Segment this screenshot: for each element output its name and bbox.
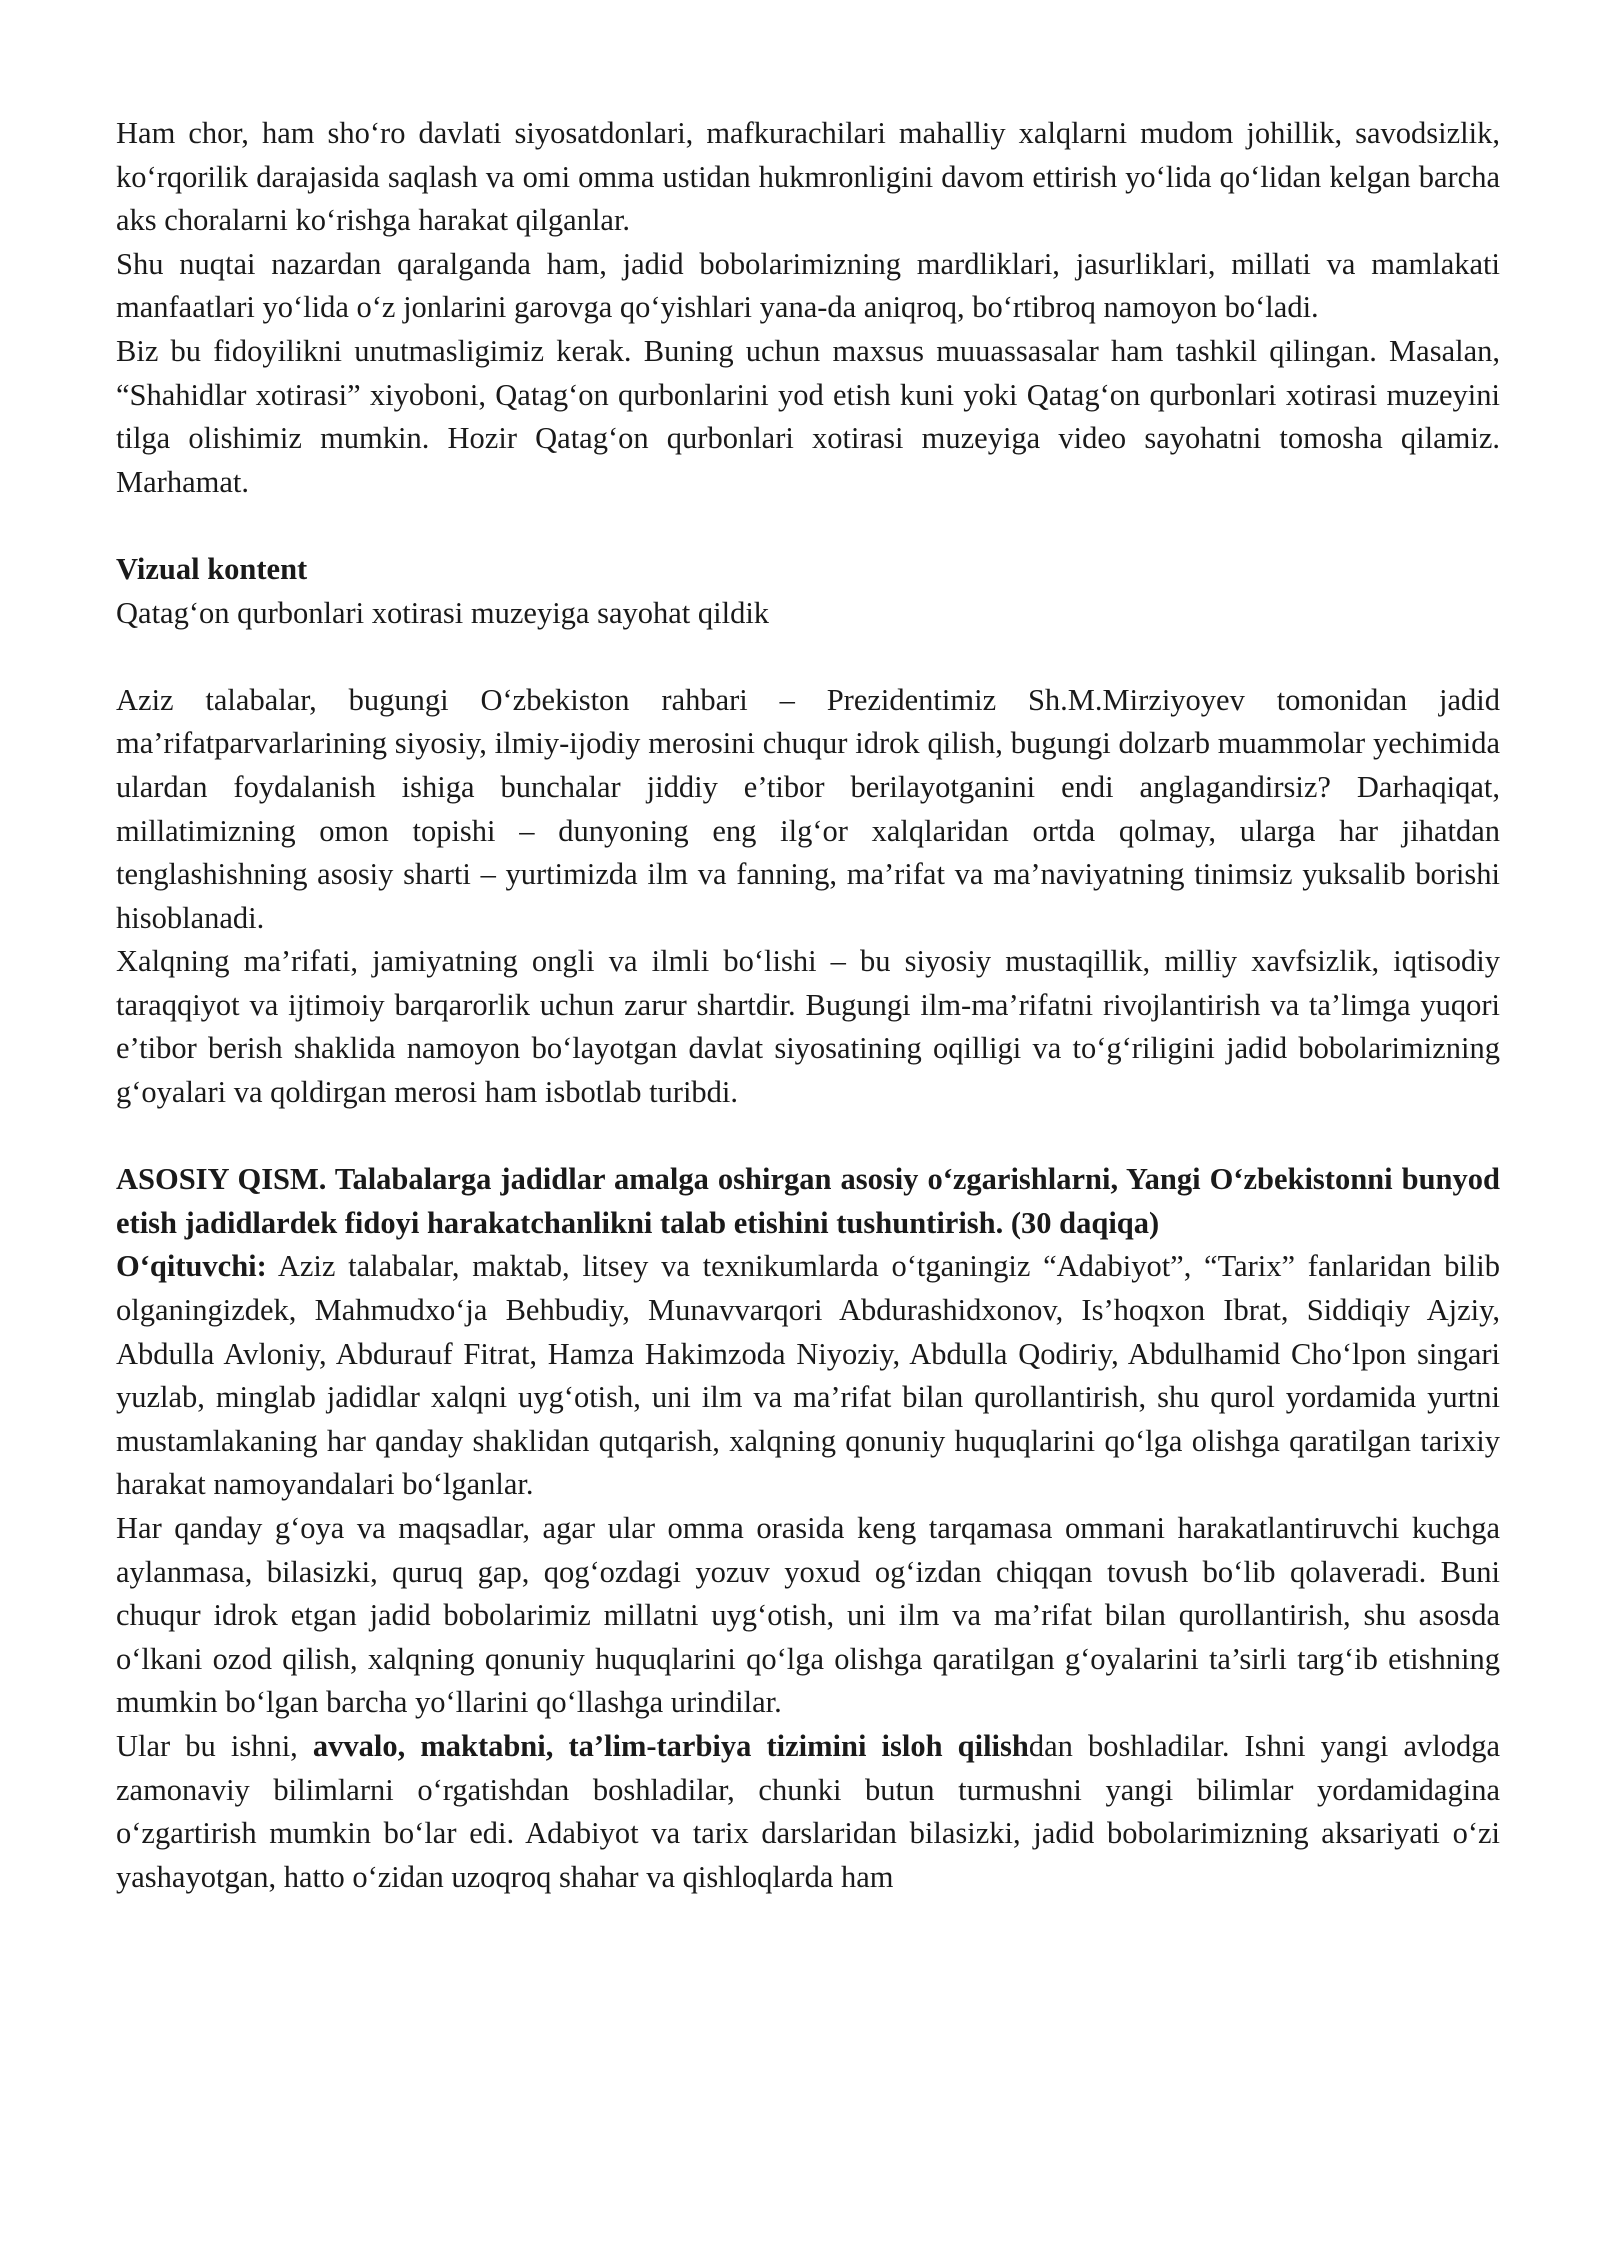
main-paragraph-3-start: Ular bu ishni, <box>116 1728 313 1763</box>
visual-content-caption: Qatag‘on qurbonlari xotirasi muzeyiga sayohat qildik <box>116 595 770 630</box>
main-paragraph-3 <box>116 1725 1500 1899</box>
intro-paragraph-2: Shu nuqtai nazardan qaralganda ham, jadid bobolarimizning mardliklari, jasurliklari, millati va mamlakati manfaatlari yo‘lida o‘z jonlarini garovga qo‘yishlari yana-da aniqroq, bo‘rtibroq namoyon bo‘ladi. <box>116 246 1500 325</box>
spacer <box>116 504 1500 548</box>
main-paragraph-3-end: dan boshladilar. Ishni yangi avlodga zamonaviy bilimlarni o‘rgatishdan boshladilar, chunki butun turmushni yangi bilimlar yordamidagina o‘zgartirish mumkin bo‘lar edi. Adabiyot va tarix darslaridan bilasizki, jadid bobolarimizning aksariyati o‘zi yashayotgan, hatto o‘zidan uzoqroq shahar va qishloqlarda ham <box>116 1728 1501 1894</box>
document-page <box>116 112 1500 1899</box>
visual-content-heading: Vizual kontent <box>116 551 308 586</box>
main-section-heading: ASOSIY QISM. Talabalarga jadidlar amalga oshirgan asosiy o‘zgarishlarni, Yangi O‘zbekistonni bunyod etish jadidlardek fidoyi harakatchanlikni talab etishini tushuntirish. (30 daqiqa) <box>116 1162 1500 1240</box>
main-paragraph-2: Har qanday g‘oya va maqsadlar, agar ular omma orasida keng tarqamasa ommani harakatlantiruvchi kuchga aylanmasa, bilasizki, quruq gap, qog‘ozdagi yozuv yoxud og‘izdan chiqqan tovush bo‘lib qolaveradi. Buni chuqur idrok etgan jadid bobolarimiz millatni uyg‘otish, uni ilm va ma’rifat bilan qurollantirish, shu asosda o‘lkani ozod qilish, xalqning qonuniy huquqlarini qo‘lga olishga qaratilgan g‘oyalarini ta’sirli targ‘ib etishning mumkin bo‘lgan barcha yo‘llarini qo‘llashga urindilar. <box>116 1511 1500 1720</box>
teacher-paragraph <box>116 1245 1500 1507</box>
spacer <box>116 1115 1500 1159</box>
spacer <box>116 635 1500 679</box>
address-paragraph-2: Xalqning ma’rifati, jamiyatning ongli va ilmli bo‘lishi – bu siyosiy mustaqillik, milliy xavfsizlik, iqtisodiy taraqqiyot va ijtimoiy barqarorlik uchun zarur shartdir. Bugungi ilm-ma’rifatni rivojlantirish va ta’limga yuqori e’tibor berish shaklida namoyon bo‘layotgan davlat siyosatining oqilligi va to‘g‘riligini jadid bobolarimizning g‘oyalari va qoldirgan merosi ham isbotlab turibdi. <box>116 944 1500 1110</box>
teacher-text: Aziz talabalar, maktab, litsey va texnikumlarda o‘tganingiz “Adabiyot”, “Tarix” fanlaridan bilib olganingizdek, Mahmudxo‘ja Behbudiy, Munavvarqori Abdurashidxonov, Is’hoqxon Ibrat, Siddiqiy Ajziy, Abdulla Avloniy, Abdurauf Fitrat, Hamza Hakimzoda Niyoziy, Abdulla Qodiriy, Abdulhamid Cho‘lpon singari yuzlab, minglab jadidlar xalqni uyg‘otish, uni ilm va ma’rifat bilan qurollantirish, shu qurol yordamida yurtni mustamlakaning har qanday shaklidan qutqarish, xalqning qonuniy huquqlarini qo‘lga olishga qaratilgan tarixiy harakat namoyandalari bo‘lganlar. <box>116 1249 1500 1502</box>
teacher-label: O‘qituvchi: <box>116 1249 267 1284</box>
intro-paragraph-3: Biz bu fidoyilikni unutmasligimiz kerak. Buning uchun maxsus muuassasalar ham tashkil qilingan. Masalan, “Shahidlar xotirasi” xiyoboni, Qatag‘on qurbonlarini yod etish kuni yoki Qatag‘on qurbonlari xotirasi muzeyini tilga olishimiz mumkin. Hozir Qatag‘on qurbonlari xotirasi muzeyiga video sayohatni tomosha qilamiz. Marhamat. <box>116 333 1500 499</box>
main-paragraph-3-emphasis: avvalo, maktabni, ta’lim-tarbiya tizimini isloh qilish <box>312 1728 1029 1763</box>
address-paragraph-1: Aziz talabalar, bugungi O‘zbekiston rahbari – Prezidentimiz Sh.M.Mirziyoyev tomonidan jadid ma’rifatparvarlarining siyosiy, ilmiy-ijodiy merosini chuqur idrok qilish, bugungi dolzarb muammolar yechimida ulardan foydalanish ishiga bunchalar jiddiy e’tibor berilayotganini endi anglagandirsiz? Darhaqiqat, millatimizning omon topishi – dunyoning eng ilg‘or xalqlaridan ortda qolmay, ularga har jihatdan tenglashishning asosiy sharti – yurtimizda ilm va fanning, ma’rifat va ma’naviyatning tinimsiz yuksalib borishi hisoblanadi. <box>116 682 1500 935</box>
intro-paragraph-1: Ham chor, ham sho‘ro davlati siyosatdonlari, mafkurachilari mahalliy xalqlarni mudom johillik, savodsizlik, ko‘rqorilik darajasida saqlash va omi omma ustidan hukmronligini davom ettirish yo‘lida qo‘lidan kelgan barcha aks choralarni ko‘rishga harakat qilganlar. <box>116 116 1500 238</box>
